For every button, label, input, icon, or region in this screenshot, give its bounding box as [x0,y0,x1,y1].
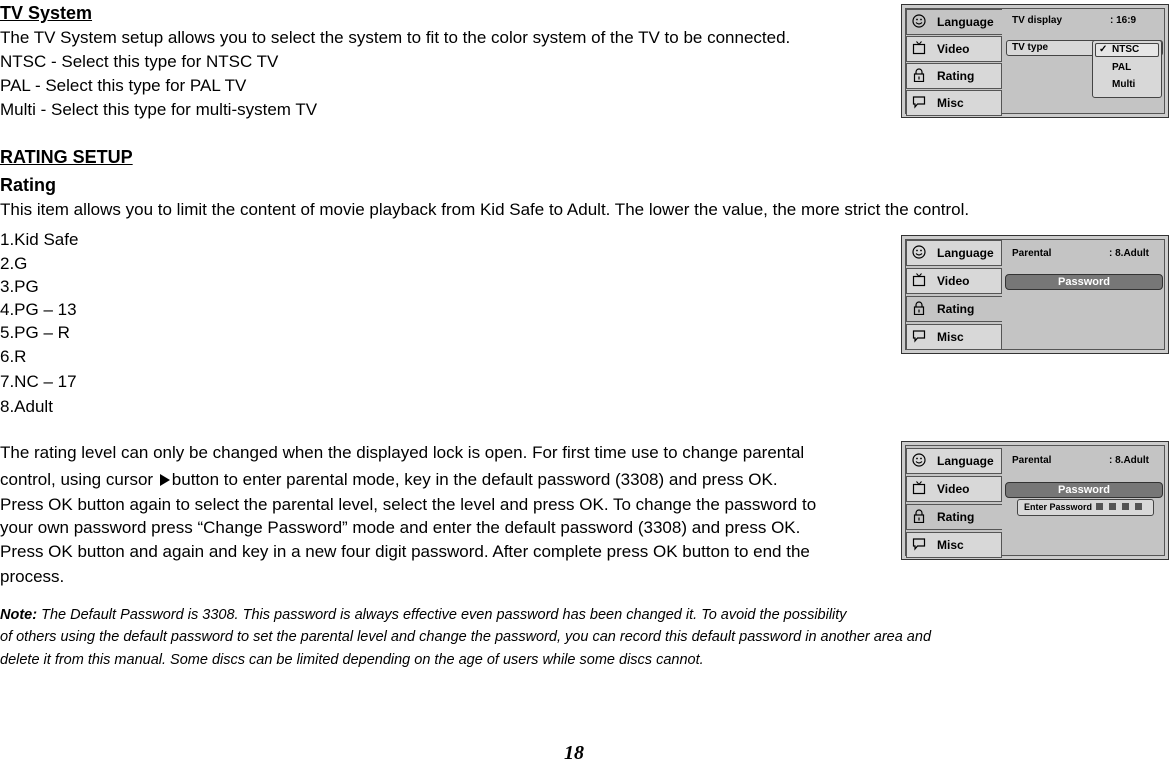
menu-item-label: Language [937,246,994,260]
tv-system-line: Multi - Select this type for multi-system TV [0,100,318,119]
enter-password-field[interactable] [1017,499,1154,516]
speech-bubble-icon [912,537,926,551]
lock-icon [912,301,926,315]
tv-type-option-ntsc[interactable] [1095,43,1159,57]
tv-system-line: NTSC - Select this type for NTSC TV [0,52,279,71]
osd-tv-type-screen [901,4,1169,118]
parental-label: Parental [1012,248,1052,259]
menu-item-label: Video [937,274,970,288]
smiley-icon [912,245,926,259]
menu-item-rating[interactable] [906,504,1002,530]
lock-icon [912,68,926,82]
osd-enter-password-screen [901,441,1169,560]
parental-value: : 8.Adult [1109,455,1149,466]
note-label: Note: [0,607,38,623]
menu-item-video[interactable] [906,36,1002,62]
menu-item-label: Rating [937,69,975,83]
menu-item-label: Language [937,15,994,29]
tv-type-option-multi[interactable]: Multi [1112,79,1136,90]
rating-level-item: 8.Adult [0,397,53,416]
menu-item-label: Video [937,42,970,56]
tv-system-heading: TV System [0,3,93,23]
tv-system-line: PAL - Select this type for PAL TV [0,76,247,95]
tv-icon [912,273,926,287]
tv-system-line: The TV System setup allows you to select the system to fit to the color system of the TV to be connected. [0,28,791,47]
smiley-icon [912,14,926,28]
page-number: 18 [564,742,584,764]
menu-item-label: Misc [937,330,964,344]
menu-item-label: Language [937,454,994,468]
parental-label: Parental [1012,455,1052,466]
password-digit-slot [1135,503,1142,510]
menu-item-misc[interactable] [906,532,1002,558]
smiley-icon [912,453,926,467]
note-line [0,605,847,625]
enter-password-label: Enter Password [1024,502,1093,512]
menu-item-misc[interactable] [906,90,1002,116]
menu-item-language[interactable] [906,240,1002,266]
rating-setup-heading: RATING SETUP [0,147,133,167]
rating-subheading: Rating [0,175,56,195]
menu-item-label: Rating [937,510,975,524]
rating-intro: This item allows you to limit the content of movie playback from Kid Safe to Adult. The lower the value, the more strict the control. [0,200,970,219]
parental-value: : 8.Adult [1109,248,1149,259]
rating-level-item: 4.PG – 13 [0,300,77,319]
menu-item-rating[interactable] [906,63,1002,89]
rating-paragraph-fragment: button to enter parental mode, key in the default password (3308) and press OK. [171,470,778,489]
rating-paragraph-line: The rating level can only be changed when the displayed lock is open. For first time use to change parental [0,443,805,462]
menu-item-rating[interactable] [906,296,1002,322]
password-digit-slot [1109,503,1116,510]
lock-icon [912,509,926,523]
option-label: NTSC [1112,44,1140,55]
rating-paragraph-line: Press OK button again to select the parental level, select the level and press OK. To change the password to [0,495,817,514]
check-icon: ✓ [1099,44,1108,55]
rating-level-item: 5.PG – R [0,323,70,342]
password-digit-slot [1096,503,1103,510]
osd-parental-screen [901,235,1169,354]
tv-icon [912,481,926,495]
right-arrow-icon [160,474,170,486]
rating-level-item: 1.Kid Safe [0,230,79,249]
password-button[interactable]: Password [1005,274,1163,290]
tv-type-label: TV type [1012,42,1049,53]
tv-type-option-pal[interactable]: PAL [1112,62,1132,73]
password-digit-slots [1090,500,1142,515]
note-text: The Default Password is 3308. This password is always effective even password has been changed it. To avoid the possibility [37,607,847,623]
menu-item-label: Misc [937,538,964,552]
tv-display-value: : 16:9 [1110,15,1137,26]
note-line: delete it from this manual. Some discs can be limited depending on the age of users while some discs cannot. [0,652,704,668]
speech-bubble-icon [912,329,926,343]
tv-type-dropdown [1092,40,1162,98]
menu-item-label: Misc [937,96,964,110]
rating-level-item: 6.R [0,347,27,366]
rating-level-item: 7.NC – 17 [0,372,77,391]
menu-item-video[interactable] [906,268,1002,294]
password-button[interactable]: Password [1005,482,1163,498]
rating-level-item: 3.PG [0,277,39,296]
rating-level-item: 2.G [0,254,28,273]
password-digit-slot [1122,503,1129,510]
rating-paragraph-line [0,468,778,491]
rating-paragraph-line: process. [0,567,65,586]
menu-item-language[interactable] [906,9,1002,35]
menu-item-misc[interactable] [906,324,1002,350]
rating-paragraph-line: your own password press “Change Password” mode and enter the default password (3308) and press OK. [0,518,801,537]
rating-paragraph-line: Press OK button and again and key in a new four digit password. After complete press OK button to end the [0,542,810,561]
tv-icon [912,41,926,55]
menu-item-label: Video [937,482,970,496]
tv-display-label: TV display [1012,15,1063,26]
rating-paragraph-fragment: control, using cursor [0,470,158,489]
menu-item-label: Rating [937,302,975,316]
menu-item-language[interactable] [906,448,1002,474]
menu-item-video[interactable] [906,476,1002,502]
note-line: of others using the default password to set the parental level and change the password, you can record this default password in another area and [0,629,932,645]
speech-bubble-icon [912,95,926,109]
